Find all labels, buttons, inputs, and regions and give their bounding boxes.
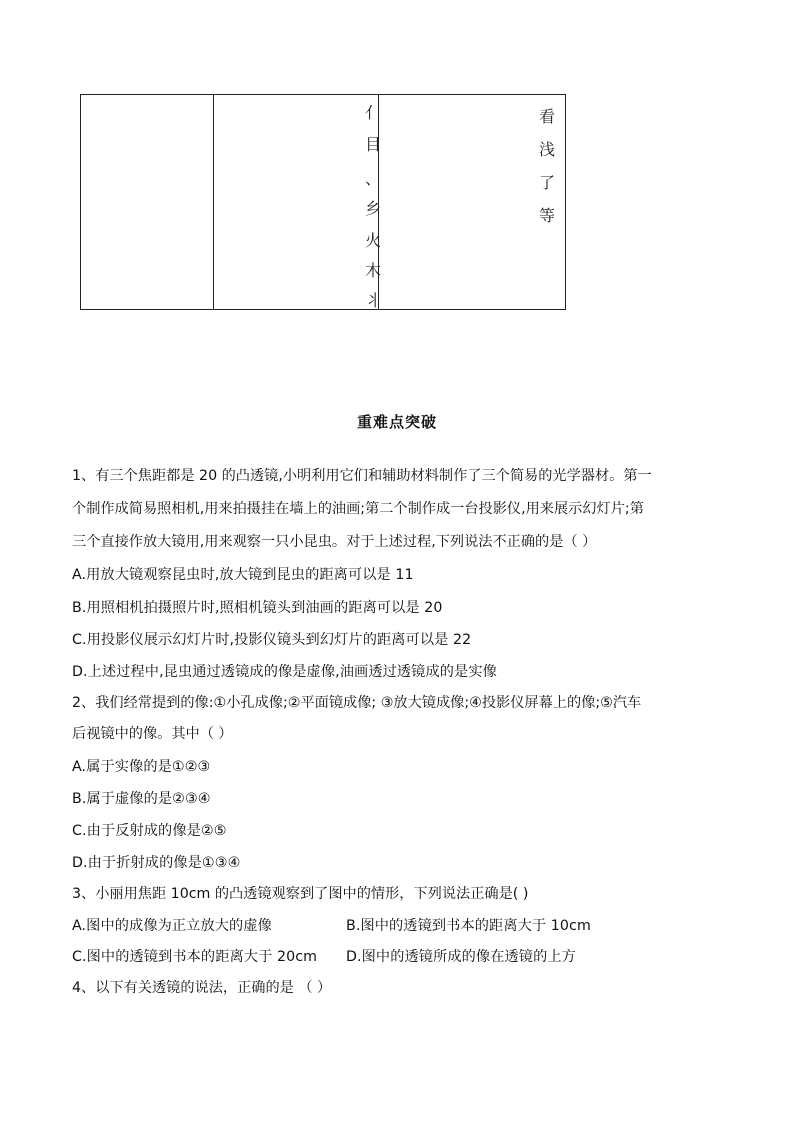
vertical-char: 等 bbox=[539, 206, 556, 225]
question-1-option-b: B.用照相机拍摄照片时,照相机镜头到油画的距离可以是 20 bbox=[72, 600, 443, 616]
question-2-line-2: 后视镜中的像。其中（ ） bbox=[72, 726, 233, 742]
question-1-line-3: 三个直接作放大镜用,用来观察一只小昆虫。对于上述过程,下列说法不正确的是（ ） bbox=[72, 534, 597, 550]
clipped-char: 火 bbox=[365, 231, 382, 250]
vertical-char: 浅 bbox=[539, 140, 556, 159]
question-3-option-c: C.图中的透镜到书本的距离大于 20cm bbox=[72, 949, 318, 965]
question-1-line-2: 个制作成简易照相机,用来拍摄挂在墙上的油画;第二个制作成一台投影仪,用来展示幻灯片;第 bbox=[72, 501, 644, 517]
table-clipped-vertical-text bbox=[365, 101, 382, 310]
table-vertical-text bbox=[539, 109, 555, 241]
question-2-option-c: C.由于反射成的像是②⑤ bbox=[72, 823, 227, 839]
question-1-line-1: 1、有三个焦距都是 20 的凸透镜,小明利用它们和辅助材料制作了三个简易的光学器材。第一 bbox=[72, 468, 652, 484]
question-3-option-a: A.图中的成像为正立放大的虚像 bbox=[72, 918, 272, 934]
clipped-char: 亻 bbox=[365, 103, 382, 122]
question-2-option-b: B.属于虚像的是②③④ bbox=[72, 791, 211, 807]
clipped-char: 丬 bbox=[365, 291, 382, 310]
table-column-divider bbox=[213, 95, 214, 309]
question-1-option-a: A.用放大镜观察昆虫时,放大镜到昆虫的距离可以是 11 bbox=[72, 567, 414, 583]
clipped-char: 乡 bbox=[365, 199, 382, 218]
question-2-option-d: D.由于折射成的像是①③④ bbox=[72, 855, 241, 871]
table-fragment bbox=[80, 94, 566, 310]
question-3-line-1: 3、小丽用焦距 10cm 的凸透镜观察到了图中的情形，下列说法正确是( ) bbox=[72, 886, 529, 902]
question-2-line-1: 2、我们经常提到的像:①小孔成像;②平面镜成像; ③放大镜成像;④投影仪屏幕上的像;⑤汽车 bbox=[72, 695, 642, 711]
vertical-char: 了 bbox=[539, 173, 556, 192]
clipped-char: 、 bbox=[365, 169, 382, 188]
question-3-option-b: B.图中的透镜到书本的距离大于 10cm bbox=[346, 918, 591, 934]
question-1-option-d: D.上述过程中,昆虫通过透镜成的像是虚像,油画透过透镜成的是实像 bbox=[72, 664, 497, 680]
question-1-option-c: C.用投影仪展示幻灯片时,投影仪镜头到幻灯片的距离可以是 22 bbox=[72, 632, 472, 648]
clipped-char: 目 bbox=[365, 135, 382, 154]
vertical-char: 看 bbox=[539, 107, 556, 126]
section-title: 重难点突破 bbox=[356, 413, 437, 431]
question-3-option-d: D.图中的透镜所成的像在透镜的上方 bbox=[346, 949, 576, 965]
clipped-char: 木 bbox=[365, 261, 382, 280]
question-2-option-a: A.属于实像的是①②③ bbox=[72, 759, 211, 775]
question-4-line-1: 4、以下有关透镜的说法，正确的是 （ ） bbox=[72, 980, 332, 996]
